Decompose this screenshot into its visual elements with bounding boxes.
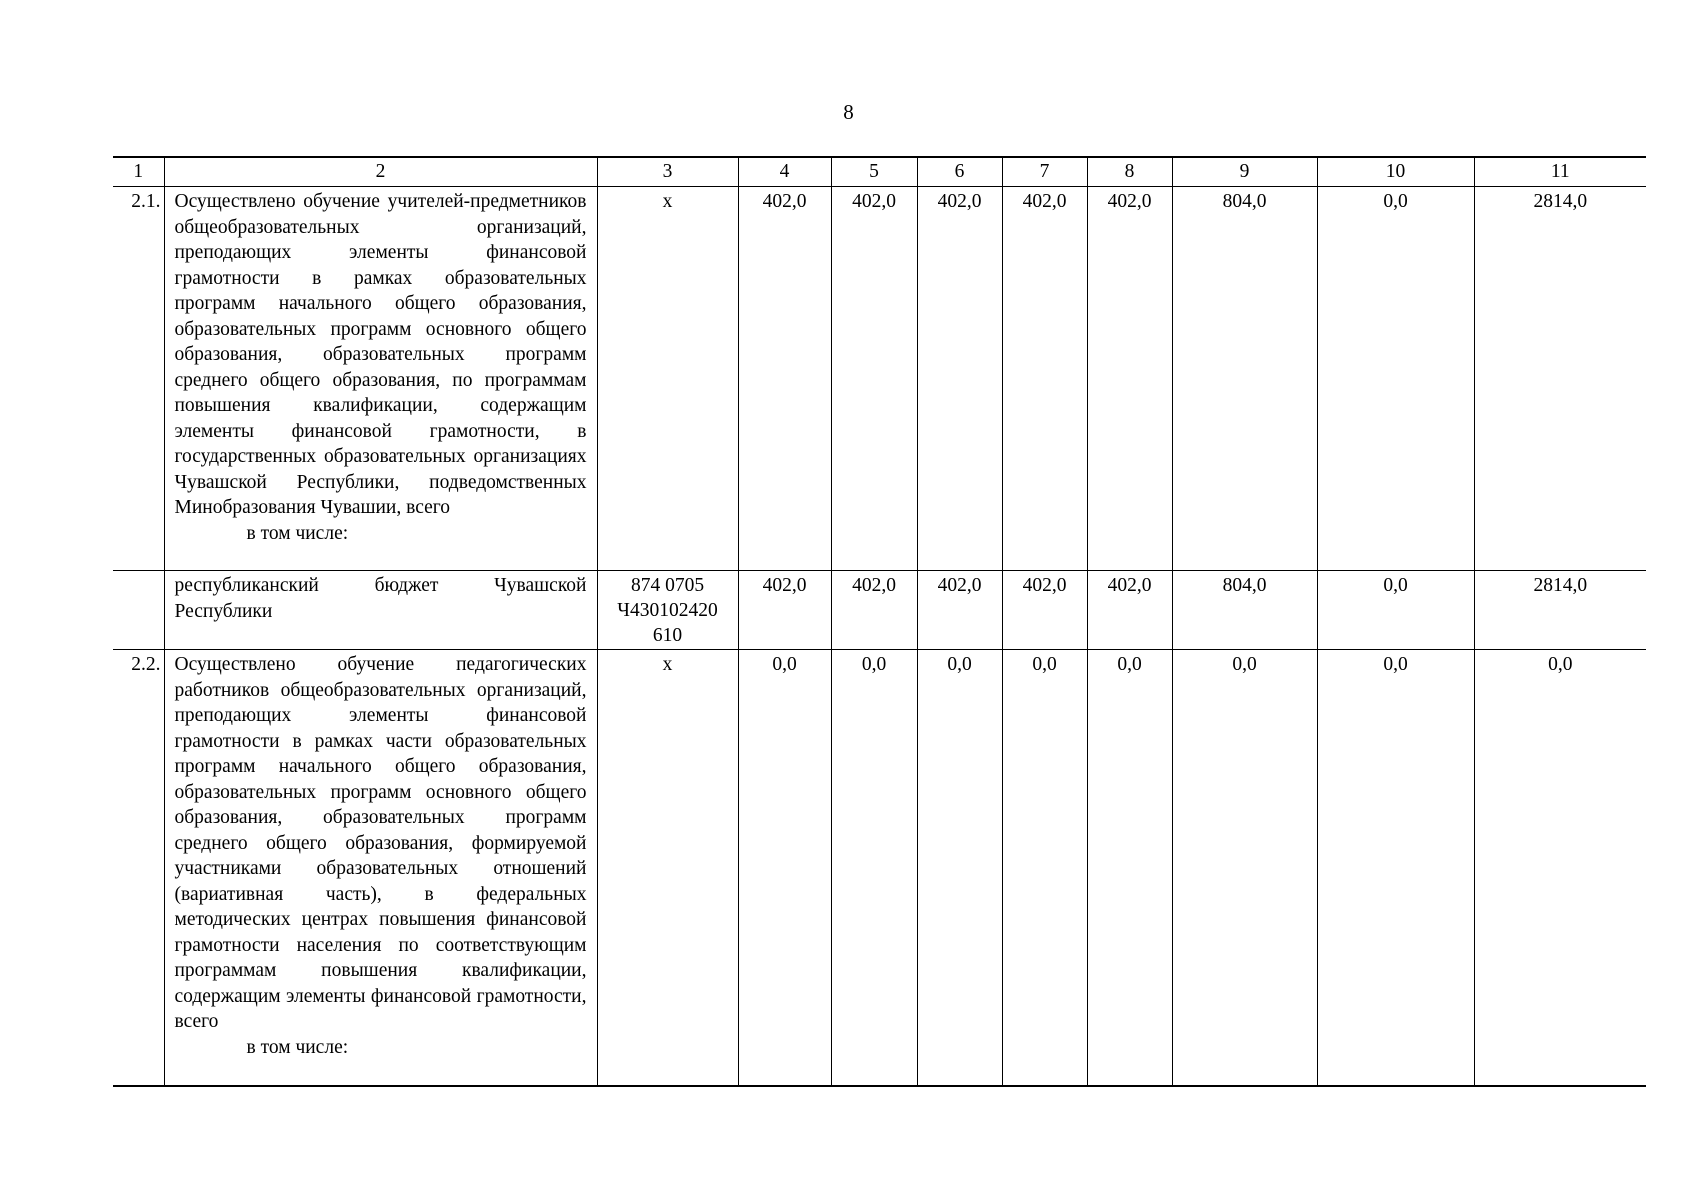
table-row — [113, 571, 1646, 650]
value-cell: 402,0 — [1087, 571, 1172, 650]
value-cell: 402,0 — [738, 571, 831, 650]
value-cell: 804,0 — [1172, 571, 1317, 650]
row-description-cell — [164, 650, 597, 1086]
column-header: 1 — [113, 157, 164, 187]
value-cell: 0,0 — [831, 650, 917, 1086]
value-cell: 0,0 — [738, 650, 831, 1086]
value-cell: 402,0 — [1087, 187, 1172, 571]
value-cell: 402,0 — [917, 187, 1002, 571]
budget-table — [113, 156, 1646, 1087]
page-number: 8 — [843, 100, 854, 124]
total-cell: 2814,0 — [1474, 187, 1646, 571]
column-header: 3 — [597, 157, 738, 187]
value-cell: 402,0 — [738, 187, 831, 571]
column-header: 2 — [164, 157, 597, 187]
value-cell: 402,0 — [917, 571, 1002, 650]
column-header: 6 — [917, 157, 1002, 187]
column-header: 7 — [1002, 157, 1087, 187]
column-header: 4 — [738, 157, 831, 187]
budget-code-line: 874 0705 — [630, 575, 705, 596]
column-header: 11 — [1474, 157, 1646, 187]
row-description: Осуществлено обучение учителей-предметников общеобразовательных организаций, преподающих элементы финансовой грамотности в рамках образовательных программ начального общего образования, образовательных программ основного общего образования, образовательных программ среднего общего образования, по программам повышения квалификации, содержащим элементы финансовой грамотности, в государственных образовательных организациях Чувашской Республики, подведомственных Минобразования Чувашии, всего — [174, 191, 587, 518]
value-cell: 402,0 — [831, 571, 917, 650]
row-description-cell — [164, 571, 597, 650]
row-number: 2.2. — [113, 650, 164, 1086]
row-description-cell — [164, 187, 597, 571]
column-header: 8 — [1087, 157, 1172, 187]
table-row — [113, 650, 1646, 1086]
row-description: Осуществлено обучение педагогических работников общеобразовательных организаций, преподающих элементы финансовой грамотности в рамках части образовательных программ начального общего образования, образовательных программ основного общего образования, образовательных программ среднего общего образования, формируемой участниками образовательных отношений (вариативная часть), в федеральных методических центрах повышения финансовой грамотности населения по соответствующим программам повышения квалификации, содержащим элементы финансовой грамотности, всего — [174, 654, 587, 1032]
column-header-row — [113, 157, 1646, 187]
total-cell: 2814,0 — [1474, 571, 1646, 650]
value-cell: 0,0 — [917, 650, 1002, 1086]
value-cell: 0,0 — [1002, 650, 1087, 1086]
row-number — [113, 571, 164, 650]
budget-code — [597, 571, 738, 650]
budget-code: x — [597, 187, 738, 571]
value-cell: 0,0 — [1317, 187, 1474, 571]
value-cell: 402,0 — [831, 187, 917, 571]
value-cell: 402,0 — [1002, 571, 1087, 650]
value-cell: 0,0 — [1317, 650, 1474, 1086]
column-header: 10 — [1317, 157, 1474, 187]
value-cell: 0,0 — [1172, 650, 1317, 1086]
column-header: 5 — [831, 157, 917, 187]
total-cell: 0,0 — [1474, 650, 1646, 1086]
budget-code: x — [597, 650, 738, 1086]
column-header: 9 — [1172, 157, 1317, 187]
row-number: 2.1. — [113, 187, 164, 571]
value-cell: 0,0 — [1087, 650, 1172, 1086]
table-row — [113, 187, 1646, 571]
row-subheading: в том числе: — [246, 1036, 349, 1058]
value-cell: 0,0 — [1317, 571, 1474, 650]
row-description: республиканский бюджет Чувашской Республики — [174, 575, 587, 622]
row-subheading: в том числе: — [246, 522, 349, 544]
budget-code-line: 610 — [652, 625, 683, 646]
value-cell: 804,0 — [1172, 187, 1317, 571]
value-cell: 402,0 — [1002, 187, 1087, 571]
budget-code-line: Ч430102420 — [617, 600, 718, 621]
